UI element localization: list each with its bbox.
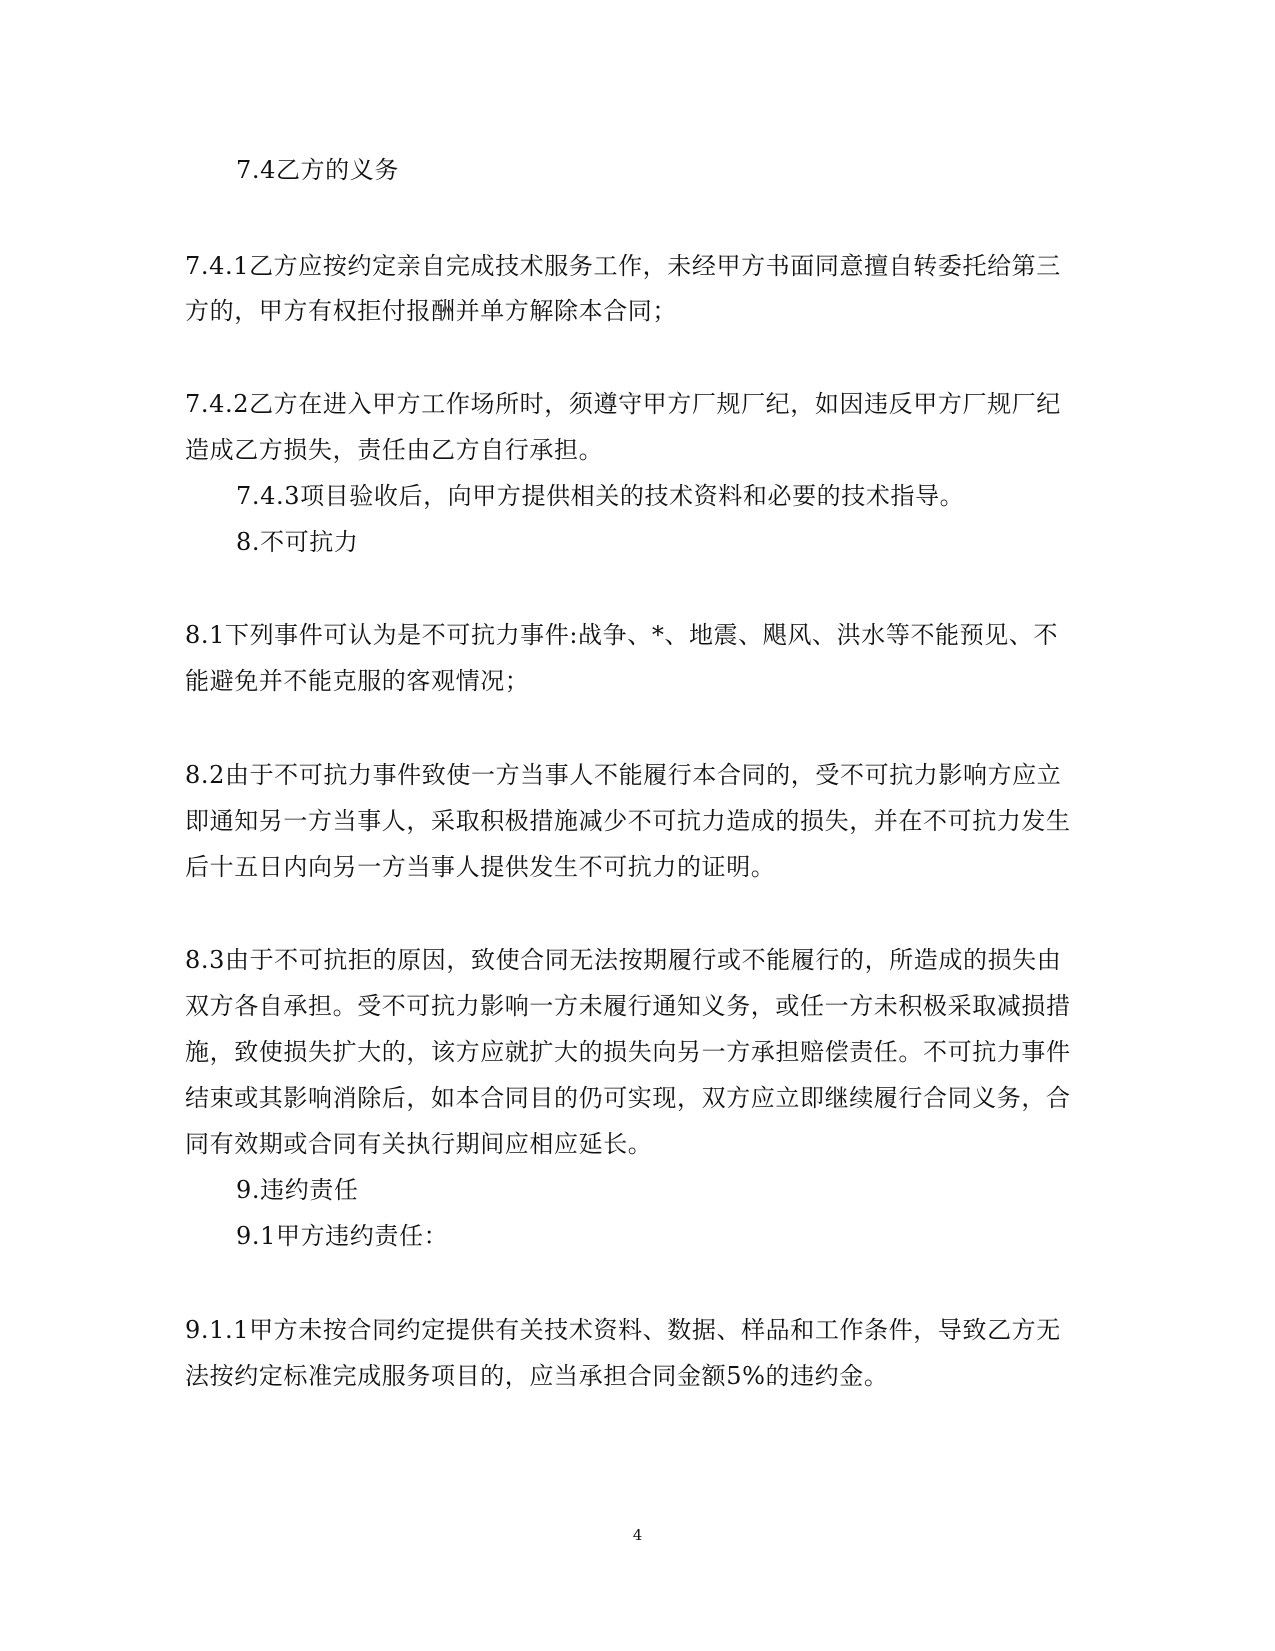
clause-7-4-1-line-2: 方的，甲方有权拒付报酬并单方解除本合同； xyxy=(185,297,677,325)
clause-8-1-line-2: 能避免并不能克服的客观情况； xyxy=(185,667,530,695)
section-heading-9: 9.违约责任 xyxy=(236,1176,359,1204)
clause-8-3-line-1: 8.3由于不可抗拒的原因，致使合同无法按期履行或不能履行的，所造成的损失由 xyxy=(185,946,1062,974)
clause-8-2-line-2: 即通知另一方当事人，采取积极措施减少不可抗力造成的损失，并在不可抗力发生 xyxy=(185,807,1071,835)
clause-8-1-line-1: 8.1下列事件可认为是不可抗力事件:战争、*、地震、飓风、洪水等不能预见、不 xyxy=(185,621,1059,649)
clause-7-4-3: 7.4.3项目验收后，向甲方提供相关的技术资料和必要的技术指导。 xyxy=(236,482,965,510)
clause-8-3-line-5: 同有效期或合同有关执行期间应相应延长。 xyxy=(185,1130,653,1158)
clause-8-3-line-2: 双方各自承担。受不可抗力影响一方未履行通知义务，或任一方未积极采取减损措 xyxy=(185,992,1071,1020)
section-heading-8: 8.不可抗力 xyxy=(236,528,359,556)
clause-8-3-line-4: 结束或其影响消除后，如本合同目的仍可实现，双方应立即继续履行合同义务，合 xyxy=(185,1084,1071,1112)
clause-7-4-2-line-1: 7.4.2乙方在进入甲方工作场所时，须遵守甲方厂规厂纪，如因违反甲方厂规厂纪 xyxy=(185,390,1061,418)
clause-8-2-line-1: 8.2由于不可抗力事件致使一方当事人不能履行本合同的，受不可抗力影响方应立 xyxy=(185,761,1062,789)
clause-9-1-1-line-1: 9.1.1甲方未按合同约定提供有关技术资料、数据、样品和工作条件，导致乙方无 xyxy=(185,1316,1061,1344)
clause-7-4-2-line-2: 造成乙方损失，责任由乙方自行承担。 xyxy=(185,436,604,464)
section-heading-7-4: 7.4乙方的义务 xyxy=(236,156,399,184)
clause-9-1-1-line-2: 法按约定标准完成服务项目的，应当承担合同金额5%的违约金。 xyxy=(185,1362,889,1390)
clause-8-3-line-3: 施，致使损失扩大的，该方应就扩大的损失向另一方承担赔偿责任。不可抗力事件 xyxy=(185,1038,1071,1066)
clause-7-4-1-line-1: 7.4.1乙方应按约定亲自完成技术服务工作，未经甲方书面同意擅自转委托给第三 xyxy=(185,252,1061,280)
section-heading-9-1: 9.1甲方违约责任： xyxy=(236,1222,449,1250)
clause-8-2-line-3: 后十五日内向另一方当事人提供发生不可抗力的证明。 xyxy=(185,853,776,881)
page-number: 4 xyxy=(632,1526,643,1544)
